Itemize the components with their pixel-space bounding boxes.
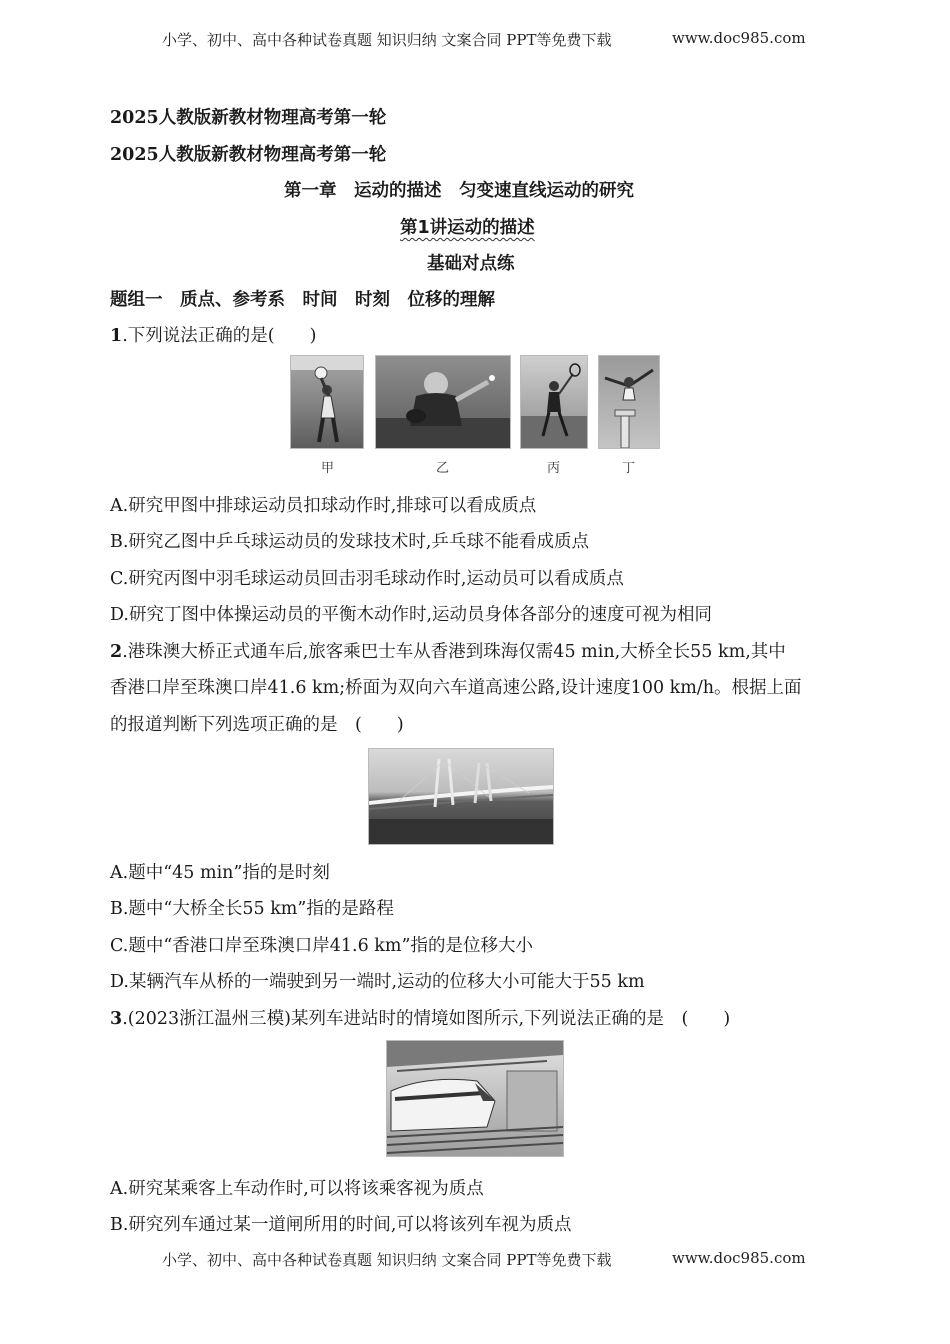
q1-option-a: A.研究甲图中排球运动员扣球动作时,排球可以看成质点 [110,496,537,516]
volleyball-photo [290,355,364,449]
doc-title-repeat: 2025人教版新教材物理高考第一轮 [110,145,387,165]
footer-text: 小学、初中、高中各种试卷真题 知识归纳 文案合同 PPT等免费下载 [162,1251,612,1269]
q1-stem-text: .下列说法正确的是( ) [122,326,317,346]
q2-option-b: B.题中“大桥全长55 km”指的是路程 [110,899,394,919]
q3-stem-text: .(2023浙江温州三模)某列车进站时的情境如图所示,下列说法正确的是 ( ) [122,1009,731,1029]
doc-title: 2025人教版新教材物理高考第一轮 [110,108,387,128]
balance-beam-photo [598,355,660,449]
train-station-photo [386,1040,564,1157]
q2-number: 2 [110,642,123,662]
header-url[interactable]: www.doc985.com [672,29,806,47]
practice-heading: 基础对点练 [427,254,515,274]
q1-number: 1 [110,326,123,346]
q1-option-d: D.研究丁图中体操运动员的平衡木动作时,运动员身体各部分的速度可视为相同 [110,605,713,625]
q2-line-2: 香港口岸至珠澳口岸41.6 km;桥面为双向六车道高速公路,设计速度100 km/h。根据上面 [110,678,802,698]
chapter-title: 第一章 运动的描述 匀变速直线运动的研究 [284,181,634,201]
badminton-photo [520,355,588,449]
q3-stem [110,1005,730,1030]
footer-url[interactable]: www.doc985.com [672,1249,806,1267]
q2-option-c: C.题中“香港口岸至珠澳口岸41.6 km”指的是位移大小 [110,936,533,956]
q3-option-b: B.研究列车通过某一道闸所用的时间,可以将该列车视为质点 [110,1215,572,1235]
q1-option-c: C.研究丙图中羽毛球运动员回击羽毛球动作时,运动员可以看成质点 [110,569,624,589]
q1-stem [110,322,316,347]
q3-option-a: A.研究某乘客上车动作时,可以将该乘客视为质点 [110,1179,484,1199]
q3-number: 3 [110,1009,123,1029]
header-text: 小学、初中、高中各种试卷真题 知识归纳 文案合同 PPT等免费下载 [162,31,612,49]
group-heading: 题组一 质点、参考系 时间 时刻 位移的理解 [110,290,495,310]
caption-ding: 丁 [622,461,636,476]
q2-line-1 [110,638,786,663]
caption-jia: 甲 [321,461,335,476]
q1-option-b: B.研究乙图中乒乓球运动员的发球技术时,乒乓球不能看成质点 [110,532,589,552]
q2-line-1-text: .港珠澳大桥正式通车后,旅客乘巴士车从香港到珠海仅需45 min,大桥全长55 km,其中 [122,642,786,662]
table-tennis-photo [375,355,511,449]
caption-yi: 乙 [436,461,450,476]
lesson-title: 第1讲运动的描述 [400,218,535,238]
q2-line-3: 的报道判断下列选项正确的是 ( ) [110,715,404,735]
q2-option-d: D.某辆汽车从桥的一端驶到另一端时,运动的位移大小可能大于55 km [110,972,645,992]
bridge-photo [368,748,554,845]
q2-option-a: A.题中“45 min”指的是时刻 [110,863,330,883]
caption-bing: 丙 [547,461,561,476]
